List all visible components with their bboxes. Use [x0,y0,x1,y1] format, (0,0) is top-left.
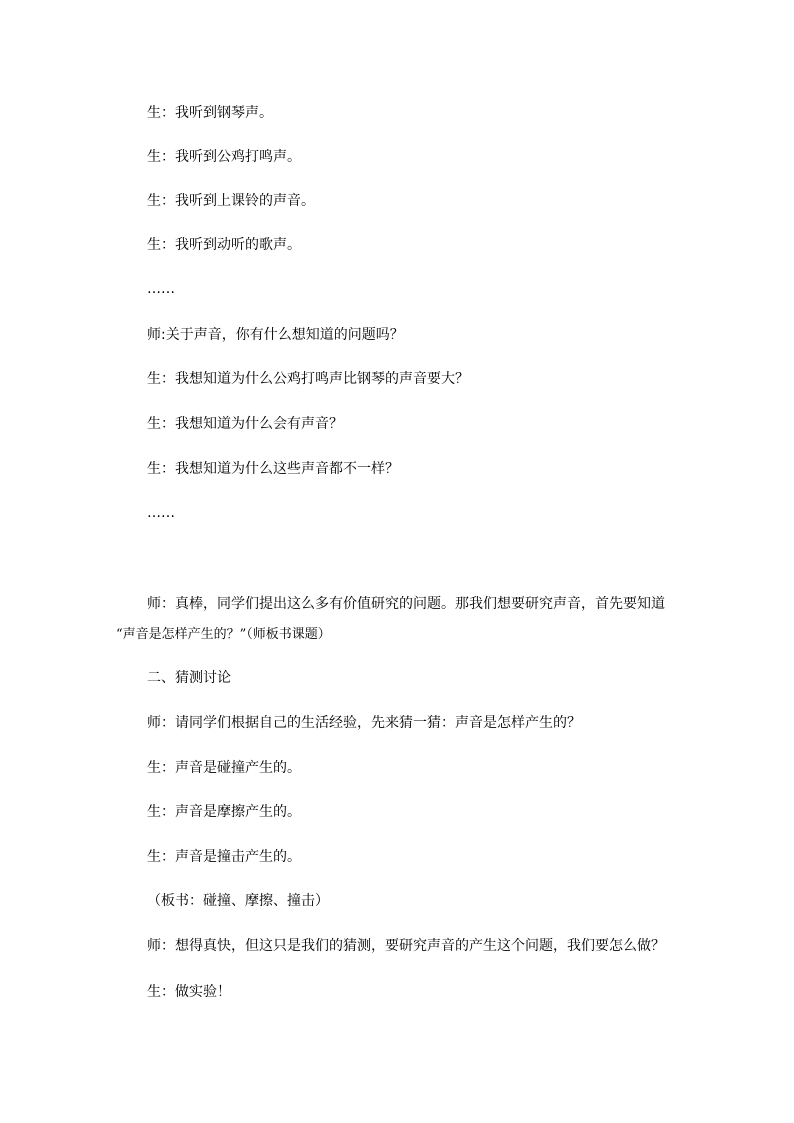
section-heading: 二、猜测讨论 [147,670,231,686]
dialogue-line: 生：声音是摩擦产生的。 [147,804,301,820]
dialogue-line: 生：我想知道为什么这些声音都不一样？ [147,461,399,477]
dialogue-line: 生：做实验！ [147,984,231,1000]
dialogue-line: 师：真棒，同学们提出这么多有价值研究的问题。那我们想要研究声音，首先要知道 [147,596,665,612]
dialogue-line: 师:关于声音，你有什么想知道的问题吗？ [147,327,404,343]
dialogue-line: 生：声音是撞击产生的。 [147,849,301,865]
dialogue-line: 师：请同学们根据自己的生活经验，先来猜一猜：声音是怎样产生的？ [147,715,581,731]
dialogue-line: 生：我想知道为什么公鸡打鸣声比钢琴的声音要大？ [147,371,469,387]
continuation-line: “声音是怎样产生的？”（师板书课题） [116,627,331,642]
dialogue-line: 生：我想知道为什么会有声音？ [147,416,343,432]
dialogue-line: 生：我听到动听的歌声。 [147,237,301,253]
ellipsis-line: …… [147,281,175,297]
dialogue-line: 师：想得真快，但这只是我们的猜测，要研究声音的产生这个问题，我们要怎么做？ [147,938,665,954]
ellipsis-line: …… [147,505,175,521]
dialogue-line: 生：我听到钢琴声。 [147,105,273,121]
board-note: （板书：碰撞、摩擦、撞击） [147,893,329,909]
dialogue-line: 生：声音是碰撞产生的。 [147,760,301,776]
dialogue-line: 生：我听到上课铃的声音。 [147,193,315,209]
dialogue-line: 生：我听到公鸡打鸣声。 [147,149,301,165]
